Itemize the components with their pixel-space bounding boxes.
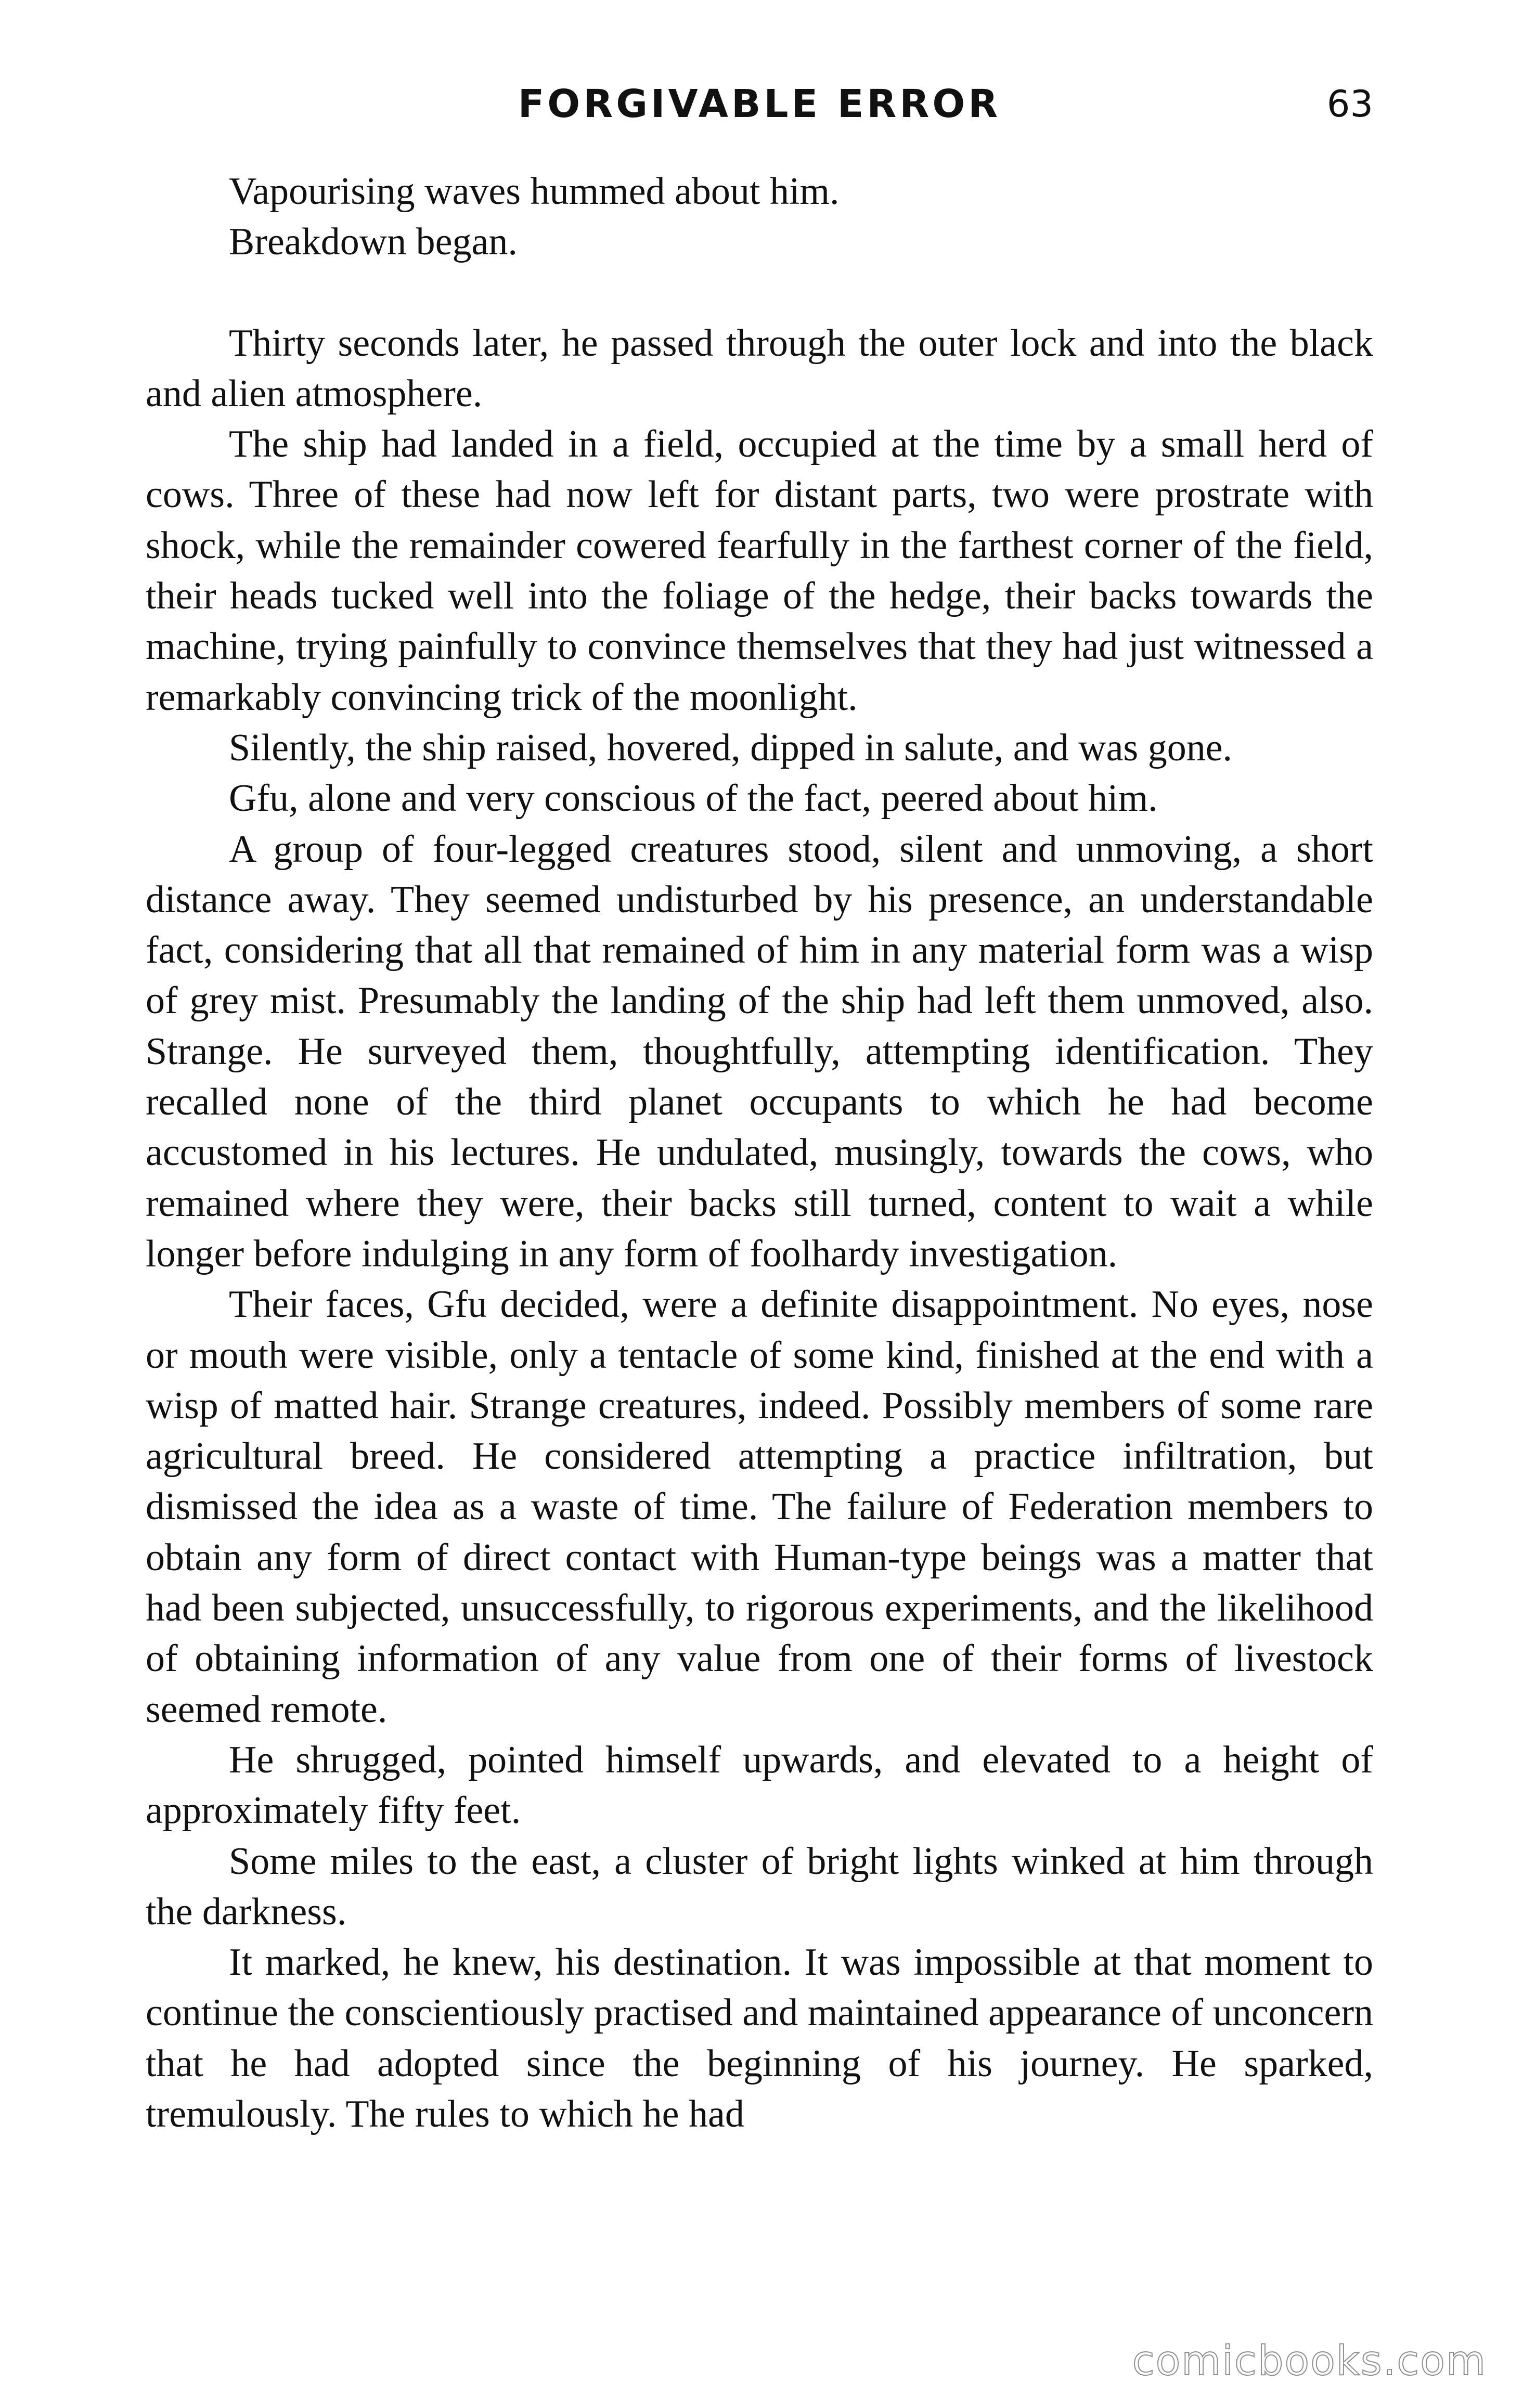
watermark: comicbooks.com <box>1132 2338 1487 2385</box>
running-title: FORGIVABLE ERROR <box>518 82 1001 126</box>
page-number: 63 <box>1326 83 1373 125</box>
paragraph-5: Silently, the ship raised, hovered, dipped in salute, and was gone. <box>229 726 1233 769</box>
paragraph-3: Thirty seconds later, he passed through the outer lock and into the black and alien atmosphere. <box>146 321 1373 415</box>
paragraph-11: It marked, he knew, his destination. It was impossible at that moment to continue the conscientiously practised and maintained appearance of unconcern that he had adopted since the beginning of his journey. He sparked, tremulously. The rules to which he had <box>146 1941 1373 2135</box>
body-text <box>146 166 1373 2140</box>
paragraph-2: Breakdown began. <box>229 221 518 264</box>
paragraph-8: Their faces, Gfu decided, were a definite disappointment. No eyes, nose or mouth were visible, only a tentacle of some kind, finished at the end with a wisp of matted hair. Strange creatures, indeed. Possibly members of some rare agricultural breed. He considered attempting a practice infiltration, but dismissed the idea as a waste of time. The failure of Federation members to obtain any form of direct contact with Human-type beings was a matter that had been subjected, unsuccessfully, to rigorous experiments, and the likelihood of obtaining information of any value from one of their forms of livestock seemed remote. <box>146 1283 1373 1731</box>
paragraph-9: He shrugged, pointed himself upwards, and elevated to a height of approximately fifty feet. <box>146 1738 1373 1832</box>
paragraph-4: The ship had landed in a field, occupied at the time by a small herd of cows. Three of these had now left for distant parts, two were prostrate with shock, while the remainder cowered fearfully in the farthest corner of the field, their heads tucked well into the foliage of the hedge, their backs towards the machine, trying painfully to convince themselves that they had just witnessed a remarkably convincing trick of the moonlight. <box>146 423 1373 719</box>
running-head <box>146 78 1373 130</box>
paragraph-1: Vapourising waves hummed about him. <box>229 170 840 213</box>
paragraph-10: Some miles to the east, a cluster of bright lights winked at him through the darkness. <box>146 1840 1373 1933</box>
paragraph-6: Gfu, alone and very conscious of the fact, peered about him. <box>229 777 1158 820</box>
paragraph-7: A group of four-legged creatures stood, silent and unmoving, a short distance away. They seemed undisturbed by his presence, an understandable fact, considering that all that remained of him in any material form was a wisp of grey mist. Presumably the landing of the ship had left them unmoved, also. Strange. He surveyed them, thoughtfully, attempting identification. They recalled none of the third planet occupants to which he had become accustomed in his lectures. He undulated, musingly, towards the cows, who remained where they were, their backs still turned, content to wait a while longer before indulging in any form of foolhardy investigation. <box>146 827 1373 1275</box>
